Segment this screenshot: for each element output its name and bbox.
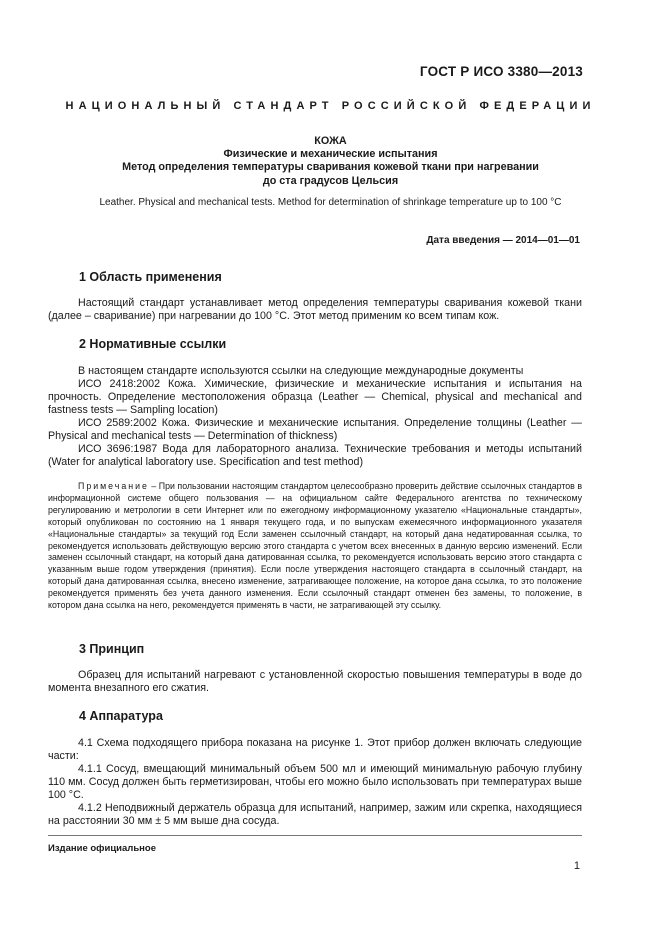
section-2-intro: В настоящем стандарте используются ссылки на следующие международные документы (78, 365, 524, 377)
footer-divider (48, 835, 582, 836)
document-code: ГОСТ Р ИСО 3380—2013 (419, 64, 583, 79)
section-4-1: 4.1 Схема подходящего прибора показана на рисунке 1. Этот прибор должен включать следующие части: (48, 737, 582, 762)
normative-note (48, 481, 582, 612)
document-title (60, 135, 601, 188)
section-1-heading: 1 Область применения (79, 270, 222, 284)
section-4-heading: 4 Аппаратура (79, 709, 163, 723)
title-english: Leather. Physical and mechanical tests. Method for determination of shrinkage temperature up to 100 °C (99, 197, 562, 208)
official-edition-label: Издание официальное (48, 843, 156, 854)
note-text: – При пользовании настоящим стандартом целесообразно проверить действие ссылочных стандартов в информационной системе общего пользования — на официальном сайте Федерального агентства по техническому регулированию и метрологии в сети Интернет или по ежегодному информационному указателю «Национальные стандарты», который опубликован по состоянию на 1 января текущего года, и по выпускам ежемесячного информационного указателя «Национальные стандарты» за текущий год Если заменен ссылочный стандарт, на который дана недатированная ссылка, то рекомендуется использовать действующую версию этого стандарта с учетом всех внесенных в данную версию изменений. Если заменен ссылочный стандарт, на который дана датированная ссылка, то рекомендуется использовать версию этого стандарта с указанным выше годом утверждения (принятия). Если после утверждения настоящего стандарта в ссылочный стандарт, на который дана датированная ссылка, внесено изменение, затрагивающее положение, на которое дана ссылка, то это положение рекомендуется применять без учета данного изменения. Если ссылочный стандарт отменен без замены, то положение, в котором дана ссылка на него, рекомендуется применять в части, не затрагивающей эту ссылку. (48, 481, 582, 611)
effective-date: Дата введения — 2014—01—01 (426, 235, 580, 246)
section-4-1-1: 4.1.1 Сосуд, вмещающий минимальный объем 500 мл и имеющий минимальную рабочую глубину 110 мм. Сосуд должен быть герметизирован, чтобы его можно было использовать при температурах выше 100 °С. (48, 763, 582, 801)
national-standard-banner: НАЦИОНАЛЬНЫЙ СТАНДАРТ РОССИЙСКОЙ ФЕДЕРАЦИИ (65, 100, 596, 112)
section-4-1-2: 4.1.2 Неподвижный держатель образца для испытаний, например, зажим или скрепка, находящиеся на расстоянии 30 мм ± 5 мм выше дна сосуда. (48, 802, 582, 827)
reference-iso-2418: ИСО 2418:2002 Кожа. Химические, физические и механические испытания и испытания на прочность. Определение местоположения образца (Leather — Chemical, physical and mechanical and fastness tests — Sampling location) (48, 378, 582, 416)
reference-iso-2589: ИСО 2589:2002 Кожа. Физические и механические испытания. Определение толщины (Leather — Physical and mechanical tests — Determination of thickness) (48, 417, 582, 442)
section-3-heading: 3 Принцип (79, 642, 145, 656)
section-2-heading: 2 Нормативные ссылки (79, 337, 227, 351)
reference-iso-3696: ИСО 3696:1987 Вода для лабораторного анализа. Технические требования и методы испытаний (Water for analytical laboratory use. Specification and test method) (48, 443, 582, 468)
title-line-3: Метод определения температуры сваривания кожевой ткани при нагревании (122, 161, 539, 174)
title-line-4: до ста градусов Цельсия (262, 174, 399, 187)
note-label: Примечание (78, 481, 149, 491)
section-3-paragraph: Образец для испытаний нагревают с установленной скоростью повышения температуры в воде до момента внезапного его сжатия. (48, 669, 582, 694)
page-number: 1 (573, 860, 580, 872)
title-line-1: КОЖА (314, 135, 347, 147)
section-1-paragraph: Настоящий стандарт устанавливает метод определения температуры сваривания кожевой ткани (далее – сваривание) при нагревании до 100 °С. Этот метод применим ко всем типам кож. (48, 297, 582, 322)
title-line-2: Физические и механические испытания (223, 148, 438, 161)
